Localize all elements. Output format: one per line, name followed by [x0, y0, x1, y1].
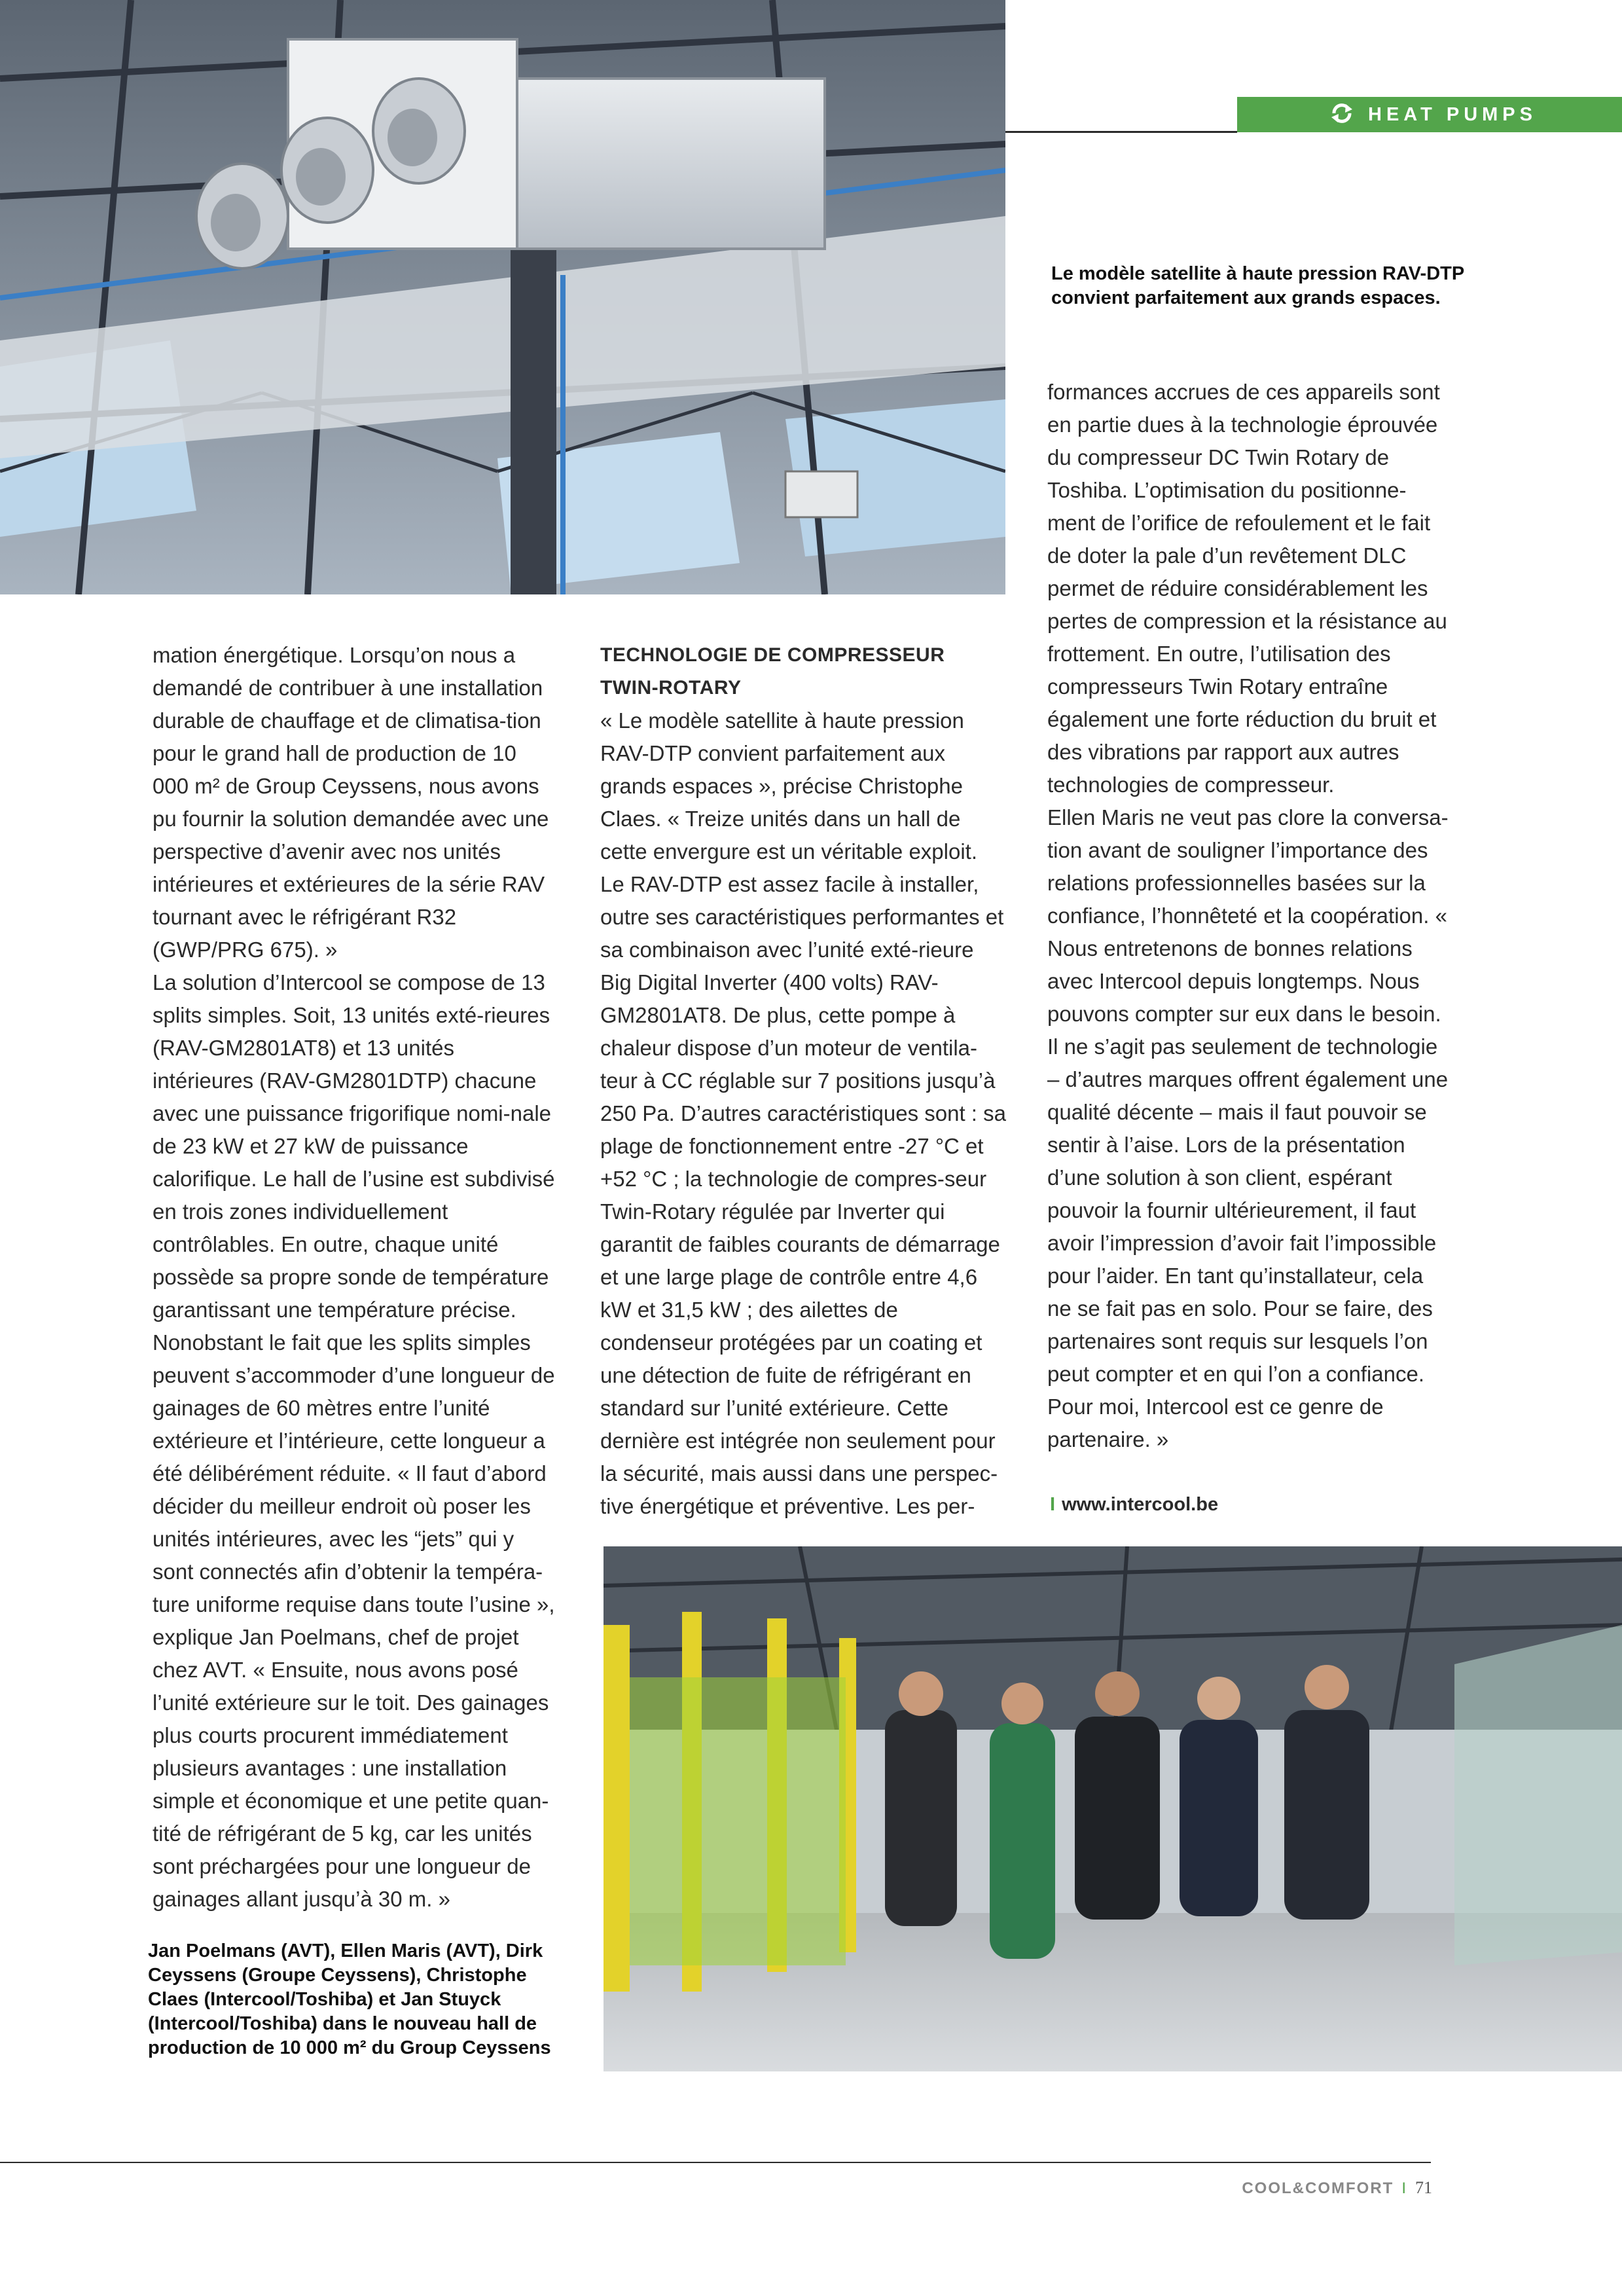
- paragraph: « Le modèle satellite à haute pression RAV-DTP convient parfaitement aux grands espaces », précise Christophe Claes. « Treize unités dans un hall de cette envergure est un véritable exploit. Le RAV-DTP est assez facile à installer, outre ses caractéristiques performantes et sa combinaison avec l’unité exté-rieure Big Digital Inverter (400 volts) RAV-GM2801AT8. De plus, cette pompe à chaleur dispose d’un moteur de ventila-teur à CC réglable sur 7 positions jusqu’à 250 Pa. D’autres caractéristiques sont : sa plage de fonctionnement entre -27 °C et +52 °C ; la technologie de compres-seur Twin-Rotary régulée par Inverter qui garantit de faibles courants de démarrage et une large plage de contrôle entre 4,6 kW et 31,5 kW ; des ailettes de condenseur protégées par un coating et une détection de fuite de réfrigérant en standard sur l’unité extérieure. Cette dernière est intégrée non seulement pour la sécurité, mais aussi dans une perspec-tive énergétique et préventive. Les per-: [600, 708, 1006, 1518]
- paragraph: formances accrues de ces appareils sont en partie dues à la technologie éprouvée du compresseur DC Twin Rotary de Toshiba. L’optimisation du positionne-ment de l’orifice de refoulement et le fait de doter la pale d’un revêtement DLC permet de réduire considérablement les pertes de compression et la résistance au frottement. En outre, l’utilisation des compresseurs Twin Rotary entraîne également une forte réduction du bruit et des vibrations par rapport aux autres technologies de compresseur.: [1047, 380, 1447, 797]
- article-column-1: [153, 639, 558, 1916]
- footer-separator: I: [1401, 2179, 1407, 2197]
- paragraph: Ellen Maris ne veut pas clore la conversa-tion avant de souligner l’importance des relations professionnelles basées sur la confiance, l’honnêteté et la coopération. « Nous entretenons de bonnes relations avec Intercool depuis longtemps. Nous pouvons compter sur eux dans le besoin. Il ne s’agit pas seulement de technologie – d’autres marques offrent également une qualité décente – mais il faut pouvoir se sentir à l’aise. Lors de la présentation d’une solution à son client, espérant pouvoir la fournir ultérieurement, il faut avoir l’impression d’avoir fait l’impossible pour l’aider. En tant qu’installateur, cela ne se fait pas en solo. Pour se faire, des partenaires sont requis sur lesquels l’on peut compter et en qui l’on a confiance. Pour moi, Intercool est ce genre de partenaire. »: [1047, 805, 1449, 1451]
- page-number: 71: [1415, 2178, 1432, 2197]
- section-subheading: TECHNOLOGIE DE COMPRESSEUR TWIN-ROTARY: [600, 644, 945, 699]
- website-link-line: [1050, 1494, 1218, 1516]
- paragraph: La solution d’Intercool se compose de 13 splits simples. Soit, 13 unités exté-rieures (RAV-GM2801AT8) et 13 unités intérieures (RAV-GM2801DTP) chacune avec une puissance frigorifique nomi-nale de 23 kW et 27 kW de puissance calorifique. Le hall de l’usine est subdivisé en trois zones individuellement contrôlables. En outre, chaque unité possède sa propre sonde de température garantissant une température précise. Nonobstant le fait que les splits simples peuvent s’accommoder d’une longueur de gainages de 60 mètres entre l’unité extérieure et l’intérieure, cette longueur a été délibérément réduite. « Il faut d’abord décider du meilleur endroit où poser les unités intérieures, avec les “jets” qui y sont connectés afin d’obtenir la tempéra-ture uniforme requise dans toute l’usine », explique Jan Poelmans, chef de projet chez AVT. « Ensuite, nous avons posé l’unité extérieure sur le toit. Des gainages plus courts procurent immédiatement plusieurs avantages : une installation simple et économique et une petite quan-tité de réfrigérant de 5 kg, car les unités sont préchargées pour une longueur de gainages allant jusqu’à 30 m. »: [153, 970, 555, 1911]
- photo-caption-top: Le modèle satellite à haute pression RAV-DTP convient parfaitement aux grands espaces.: [1051, 263, 1464, 308]
- footer-divider-line: [0, 2162, 1431, 2163]
- page-footer: [1242, 2178, 1432, 2198]
- section-divider-line: [1005, 131, 1237, 133]
- ceiling-illustration: [0, 0, 1005, 594]
- hall-group-illustration: [604, 1546, 1622, 2071]
- section-tag: [1237, 97, 1622, 132]
- website-bar: I: [1050, 1494, 1056, 1515]
- website-link[interactable]: www.intercool.be: [1062, 1494, 1219, 1515]
- recycle-arrows-icon: [1329, 100, 1355, 130]
- article-column-3: [1047, 376, 1453, 1456]
- paragraph: mation énergétique. Lorsqu’on nous a demandé de contribuer à une installation durable de chauffage et de climatisa-tion pour le grand hall de production de 10 000 m² de Group Ceyssens, nous avons pu fournir la solution demandée avec une perspective d’avenir avec nos unités intérieures et extérieures de la série RAV tournant avec le réfrigérant R32 (GWP/PRG 675). »: [153, 643, 549, 962]
- article-column-2: [600, 639, 1006, 1523]
- magazine-name: COOL&COMFORT: [1242, 2179, 1394, 2197]
- photo-ceiling-indoor-unit: [0, 0, 1005, 594]
- photo-group-production-hall: [604, 1546, 1622, 2071]
- section-tag-label: HEAT PUMPS: [1368, 103, 1537, 125]
- photo-caption-bottom: Jan Poelmans (AVT), Ellen Maris (AVT), Dirk Ceyssens (Groupe Ceyssens), Christophe Claes (Intercool/Toshiba) et Jan Stuyck (Intercool/Toshiba) dans le nouveau hall de production de 10 000 m² du Group Ceyssens: [148, 1941, 551, 2058]
